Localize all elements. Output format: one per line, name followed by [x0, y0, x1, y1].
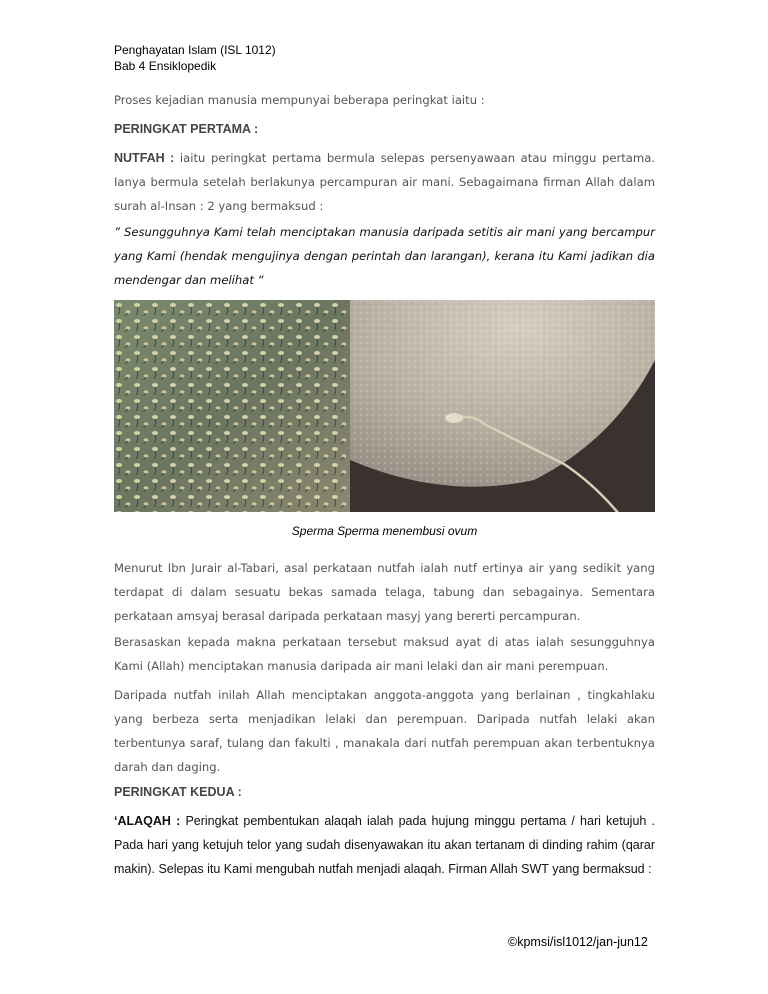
section2-heading: PERINGKAT KEDUA :: [114, 785, 242, 799]
alaqah-text: Peringkat pembentukan alaqah ialah pada hujung minggu pertama / hari ketujuh . Pada hari yang ketujuh telor yang sudah disenyawakan itu akan tertanam di dinding rahim (qarar makin). Selepas itu Kami mengubah nutfah menjadi alaqah. Firman Allah SWT yang bermaksud :: [114, 814, 655, 876]
section1-heading: PERINGKAT PERTAMA :: [114, 122, 259, 136]
paragraph-makna: Berasaskan kepada makna perkataan tersebut maksud ayat di atas ialah sesungguhnya Kami (Allah) menciptakan manusia daripada air mani lelaki dan air mani perempuan.: [114, 635, 655, 673]
alaqah-term: ‘ALAQAH :: [114, 814, 181, 828]
paragraph-tabari: Menurut Ibn Jurair al-Tabari, asal perkataan nutfah ialah nutf ertinya air yang sedikit yang terdapat di dalam sesuatu bekas samada telaga, tabung dan sebagainya. Sementara perkataan amsyaj berasal daripada perkataan masyj yang bererti percampuran.: [114, 561, 655, 623]
sperm-ovum-photo: [114, 300, 655, 512]
quran-quote: ” Sesungguhnya Kami telah menciptakan manusia daripada setitis air mani yang bercampur yang Kami (hendak mengujinya dengan perintah dan larangan), kerana itu Kami jadikan dia mendengar dan melihat “: [114, 225, 655, 287]
header-chapter: Bab 4 Ensiklopedik: [114, 59, 217, 73]
nutfah-paragraph: [114, 146, 655, 218]
figure-caption: Sperma Sperma menembusi ovum: [291, 524, 478, 538]
alaqah-paragraph: [114, 809, 655, 881]
header-course: Penghayatan Islam (ISL 1012): [114, 43, 276, 57]
paragraph-anggota: Daripada nutfah inilah Allah menciptakan anggota-anggota yang berlainan , tingkahlaku yang berbeza serta menjadikan lelaki dan perempuan. Daripada nutfah lelaki akan terbentunya saraf, tulang dan fakulti , manakala dari nutfah perempuan akan terbentuknya darah dan daging.: [114, 688, 655, 774]
page-footer: ©kpmsi/isl1012/jan-jun12: [508, 935, 648, 949]
nutfah-term: NUTFAH :: [114, 151, 175, 165]
intro-text: Proses kejadian manusia mempunyai beberapa peringkat iaitu :: [114, 93, 485, 107]
page-header: [114, 42, 276, 74]
nutfah-text: iaitu peringkat pertama bermula selepas persenyawaan atau minggu pertama. Ianya bermula setelah berlakunya percampuran air mani. Sebagaimana firman Allah dalam surah al-Insan : 2 yang bermaksud :: [114, 151, 655, 213]
